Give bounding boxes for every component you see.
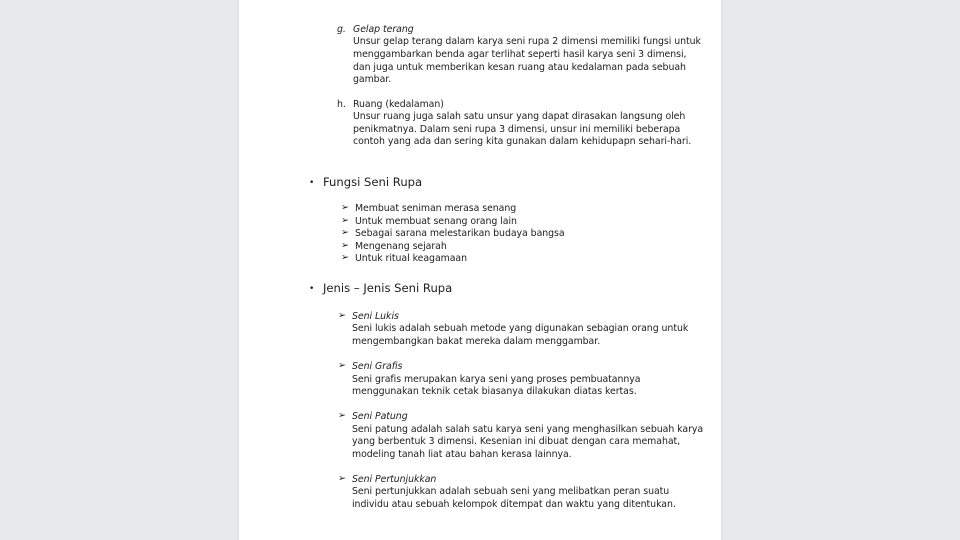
section-h-line: Unsur ruang juga salah satu unsur yang dapat dirasakan langsung oleh — [353, 111, 686, 122]
section-h-line: contoh yang ada dan sering kita gunakan dalam kehidupapn sehari-hari. — [353, 136, 692, 147]
section-g-line: dan juga untuk memberikan kesan ruang atau kedalaman pada sebuah — [353, 62, 686, 73]
subsection-title-seni-lukis: Seni Lukis — [352, 311, 399, 322]
paragraph-line: menggunakan teknik cetak biasanya dilakukan diatas kertas. — [352, 386, 637, 397]
arrow-bullet-icon: ➢ — [341, 252, 349, 263]
arrow-bullet-icon: ➢ — [341, 215, 349, 226]
document-page — [239, 0, 721, 540]
arrow-bullet-icon: ➢ — [338, 360, 346, 371]
paragraph-line: Seni lukis adalah sebuah metode yang digunakan sebagian orang untuk — [352, 323, 689, 334]
list-item: Untuk ritual keagamaan — [355, 253, 468, 264]
paragraph-line: Seni pertunjukkan adalah sebuah seni yang melibatkan peran suatu — [352, 486, 670, 497]
list-item: Mengenang sejarah — [355, 241, 447, 252]
arrow-bullet-icon: ➢ — [338, 410, 346, 421]
paragraph-line: Seni grafis merupakan karya seni yang proses pembuatannya — [352, 374, 641, 385]
section-g-line: Unsur gelap terang dalam karya seni rupa 2 dimensi memiliki fungsi untuk — [353, 36, 701, 47]
section-h-line: penikmatnya. Dalam seni rupa 3 dimensi, unsur ini memiliki beberapa — [353, 124, 681, 135]
subsection-title-seni-pertunjukkan: Seni Pertunjukkan — [352, 474, 437, 485]
paragraph-line: yang berbentuk 3 dimensi. Kesenian ini dibuat dengan cara memahat, — [352, 436, 681, 447]
section-g-line: menggambarkan benda agar terlihat seperti hasil karya seni 3 dimensi, — [353, 49, 687, 60]
section-g-line: gambar. — [353, 74, 392, 85]
paragraph-line: Seni patung adalah salah satu karya seni yang menghasilkan sebuah karya — [352, 424, 704, 435]
arrow-bullet-icon: ➢ — [341, 202, 349, 213]
arrow-bullet-icon: ➢ — [338, 473, 346, 484]
list-marker-h: h. — [337, 99, 346, 110]
arrow-bullet-icon: ➢ — [341, 227, 349, 238]
arrow-bullet-icon: ➢ — [338, 310, 346, 321]
arrow-bullet-icon: ➢ — [341, 240, 349, 251]
paragraph-line: modeling tanah liat atau bahan kerasa lainnya. — [352, 449, 572, 460]
subsection-title-seni-grafis: Seni Grafis — [352, 361, 403, 372]
paragraph-line: individu atau sebuah kelompok ditempat dan waktu yang ditentukan. — [352, 499, 676, 510]
section-g-title: Gelap terang — [353, 24, 414, 35]
heading-jenis-seni-rupa: Jenis – Jenis Seni Rupa — [323, 281, 453, 295]
bullet-icon: • — [309, 284, 315, 294]
heading-fungsi-seni-rupa: Fungsi Seni Rupa — [323, 175, 423, 189]
list-marker-g: g. — [337, 24, 346, 35]
bullet-icon: • — [309, 178, 315, 188]
list-item: Sebagai sarana melestarikan budaya bangsa — [355, 228, 565, 239]
subsection-title-seni-patung: Seni Patung — [352, 411, 408, 422]
list-item: Membuat seniman merasa senang — [355, 203, 517, 214]
list-item: Untuk membuat senang orang lain — [355, 216, 517, 227]
paragraph-line: mengembangkan bakat mereka dalam menggambar. — [352, 336, 601, 347]
section-h-title: Ruang (kedalaman) — [353, 99, 444, 110]
